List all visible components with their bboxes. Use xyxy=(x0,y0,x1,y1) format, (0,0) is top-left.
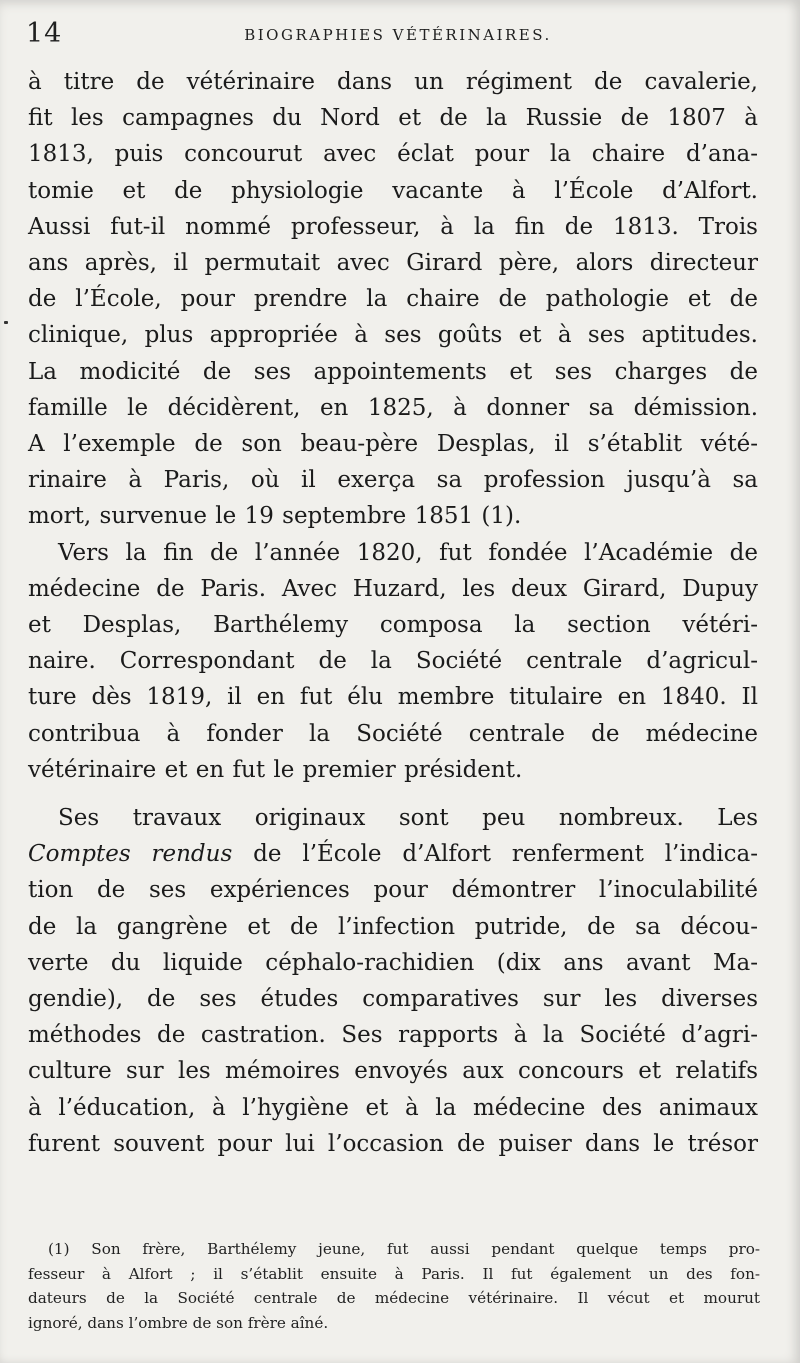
text-line: médecine de Paris. Avec Huzard, les deux Girard, Dupuy xyxy=(28,575,758,602)
footnote-line: ignoré, dans l’ombre de son frère aîné. xyxy=(28,1313,329,1332)
text-line: A l’exemple de son beau-père Desplas, il s’établit vété- xyxy=(28,431,758,458)
text-line: à l’éducation, à l’hygiène et à la médecine des animaux xyxy=(28,1094,758,1121)
text-line: famille le décidèrent, en 1825, à donner sa démission. xyxy=(28,394,758,421)
text-line: 1813, puis concourut avec éclat pour la chaire d’ana- xyxy=(28,141,758,168)
text-line: fit les campagnes du Nord et de la Russie de 1807 à xyxy=(28,105,758,132)
text-line: La modicité de ses appointements et ses charges de xyxy=(28,358,758,385)
margin-mark xyxy=(4,321,8,324)
text-line: tomie et de physiologie vacante à l’École d’Alfort. xyxy=(28,177,758,204)
text-line: ans après, il permutait avec Girard père, alors directeur xyxy=(28,250,758,277)
paragraph-1 xyxy=(28,64,758,535)
text-fragment: de l’École d’Alfort renferment l’indica- xyxy=(232,841,758,868)
footnote-line: (1) Son frère, Barthélemy jeune, fut aussi pendant quelque temps pro- xyxy=(48,1240,760,1258)
text-line: culture sur les mémoires envoyés aux concours et relatifs xyxy=(28,1058,758,1085)
page-number: 14 xyxy=(26,18,63,49)
text-line-with-italic xyxy=(28,836,758,872)
text-line: et Desplas, Barthélemy composa la section vétéri- xyxy=(28,612,758,639)
text-line: vétérinaire et en fut le premier président. xyxy=(28,756,523,783)
text-line: à titre de vétérinaire dans un régiment de cavalerie, xyxy=(28,69,758,95)
text-line: verte du liquide céphalo-rachidien (dix ans avant Ma- xyxy=(28,949,758,976)
footnote-line: dateurs de la Société centrale de médecine vétérinaire. Il vécut et mourut xyxy=(28,1289,760,1307)
paragraph-3 xyxy=(28,800,758,1162)
paragraph-2 xyxy=(28,535,758,788)
text-line: naire. Correspondant de la Société centrale d’agricul- xyxy=(28,648,758,675)
text-line: de la gangrène et de l’infection putride, de sa décou- xyxy=(28,913,758,940)
footnote xyxy=(28,1237,760,1335)
text-line: tion de ses expériences pour démontrer l’inoculabilité xyxy=(28,877,758,904)
text-line: méthodes de castration. Ses rapports à la Société d’agri- xyxy=(28,1022,758,1049)
page-header xyxy=(26,18,770,48)
text-line: ture dès 1819, il en fut élu membre titulaire en 1840. Il xyxy=(28,684,758,711)
text-line: clinique, plus appropriée à ses goûts et à ses aptitudes. xyxy=(28,322,758,349)
text-line: rinaire à Paris, où il exerça sa profession jusqu’à sa xyxy=(28,467,758,494)
text-line: Aussi fut-il nommé professeur, à la fin de 1813. Trois xyxy=(28,213,758,240)
text-line: Ses travaux originaux sont peu nombreux. Les xyxy=(58,805,758,832)
text-line: contribua à fonder la Société centrale de médecine xyxy=(28,720,758,747)
text-line: de l’École, pour prendre la chaire de pathologie et de xyxy=(28,286,758,313)
body-text xyxy=(28,64,758,1162)
text-line: gendie), de ses études comparatives sur les diverses xyxy=(28,986,758,1013)
italic-title: Comptes rendus xyxy=(28,841,233,868)
text-line: mort, survenue le 19 septembre 1851 (1). xyxy=(28,503,522,530)
text-line: Vers la fin de l’année 1820, fut fondée l’Académie de xyxy=(58,539,758,566)
text-line: furent souvent pour lui l’occasion de puiser dans le trésor xyxy=(28,1130,758,1157)
running-title: BIOGRAPHIES VÉTÉRINAIRES. xyxy=(244,26,552,44)
paragraph-spacer xyxy=(28,788,758,800)
footnote-line: fesseur à Alfort ; il s’établit ensuite à Paris. Il fut également un des fon- xyxy=(28,1264,760,1283)
